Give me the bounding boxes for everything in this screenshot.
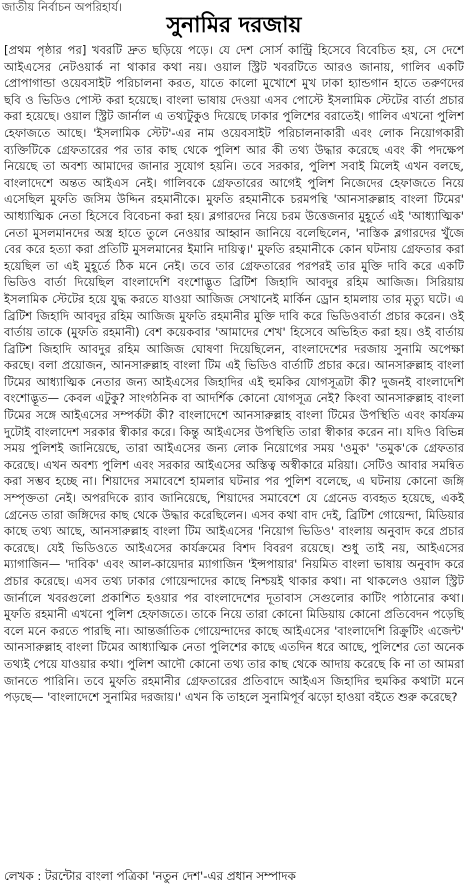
author-note: লেখক : টরন্টোর বাংলা পত্রিকা 'নতুন দেশ'-এর প্রধান সম্পাদক: [4, 869, 296, 883]
previous-article-fragment: জাতীয় নির্বাচন অপরিহার্য।: [2, 0, 123, 14]
article-title: সুনামির দরজায়: [166, 13, 302, 38]
article-body: [4, 42, 464, 706]
article-paragraph: [প্রথম পৃষ্ঠার পর] খবরটি দ্রুত ছড়িয়ে পড়ে। যে দেশ সোর্স কান্ট্রি হিসেবে বিবেচিত হয়, সে দেশে আইএসের নেটওয়ার্ক না থাকার কথা নয়। ওয়াল স্ট্রিট খবরটিতে আরও জানায়, গালিব একটি প্রোপাগান্ডা ওয়েবসাইট পরিচালনা করত, যাতে কালো মুখোশে মুখ ঢাকা হ্যান্ডগান হাতে তরুণদের ছবি ও ভিডিও পোস্ট করা হয়েছে। বাংলা ভাষায় দেওয়া এসব পোস্টে ইসলামিক স্টেটের বার্তা প্রচার করা হয়েছে। ওয়াল স্ট্রিট জার্নাল এ তথ্যটুকুও দিয়েছে ঢাকার পুলিশের বরাতেই। গালিব এখনো পুলিশ হেফাজতে আছে। 'ইসলামিক স্টেট'-এর নাম ওয়েবসাইট পরিচালনাকারী এবং লোক নিয়োগকারী ব্যক্তিটিকে গ্রেফতারের পর তার কাছ থেকে পুলিশ আর কী তথ্য উদ্ধার করেছে এবং কী পদক্ষেপ নিয়েছে তা অবশ্য আমাদের জানার সুযোগ হয়নি। তবে সরকার, পুলিশ সবাই মিলেই এখন বলছে, বাংলাদেশে অন্তত আইএস নেই। গালিবকে গ্রেফতারের আগেই পুলিশ নিজেদের হেফাজতে নিয়ে এসেছিল মুফতি জসিম উদ্দিন রহমানীকে। মুফতি রহমানীকে চরমপন্থি 'আনসারুল্লাহ বাংলা টিমের' আধ্যাত্মিক নেতা হিসেবে বিবেচনা করা হয়। ব্লগারদের নিয়ে চরম উত্তেজনার মুহূর্তে এই 'আধ্যাত্মিক' নেতা মুসলমানদের অস্ত্র হাতে তুলে নেওয়ার আহ্বান জানিয়ে বলেছিলেন, 'নাস্তিক ব্লগারদের খুঁজে বের করে হত্যা করা প্রতিটি মুসলমানের ইমানি দায়িত্ব।' মুফতি রহমানীকে কোন ঘটনায় গ্রেফতার করা হয়েছিল তা এই মুহূর্তে ঠিক মনে নেই। তবে তার গ্রেফতারের পরপরই তার মুক্তি দাবি করে একটি ভিডিও বার্তা দিয়েছিল বাংলাদেশি বংশোদ্ভূত ব্রিটিশ জিহাদি আবদুর রহিম আজিজ। সিরিয়ায় ইসলামিক স্টেটের হয়ে যুদ্ধ করতে যাওয়া আজিজ সেখানেই মার্কিন ড্রোন হামলায় তার মৃত্যু ঘটে। এ ব্রিটিশ জিহাদি আবদুর রহিম আজিজ মুফতি রহমানীর মুক্তি দাবি করে ভিডিওবার্তা প্রচার করেন। ওই বার্তায় তাকে (মুফতি রহমানী) বেশ কয়েকবার 'আমাদের শেখ' হিসেবে অভিহিত করা হয়। ওই বার্তায় ব্রিটিশ জিহাদি আবদুর রহিম আজিজ ঘোষণা দিয়েছিলেন, বাংলাদেশের দরজায় সুনামি অপেক্ষা করছে। বলা প্রয়োজন, আনসারুল্লাহ বাংলা টিম এই ভিডিও বার্তাটি প্রচার করে। আনসারুল্লাহ বাংলা টিমের আধ্যাত্মিক নেতার জন্য আইএসের জিহাদির এই হুমকির যোগসূত্রটা কী? দুজনই বাংলাদেশি বংশোদ্ভূত— কেবল এটুকু? সাংগঠনিক বা আদর্শিক কোনো যোগসূত্র নেই? কিংবা আনসারুল্লাহ বাংলা টিমের সঙ্গে আইএসের সম্পর্কটা কী? বাংলাদেশে আনসারুল্লাহ বাংলা টিমের উপস্থিতি এবং কার্যক্রম দুটোই বাংলাদেশ সরকার স্বীকার করে। কিন্তু আইএসের উপস্থিতি তারা স্বীকার করেন না। যদিও বিভিন্ন সময় পুলিশই জানিয়েছে, তারা আইএসের জন্য লোক নিয়োগের সময় 'ওমুক' 'তমুক'কে গ্রেফতার করেছে। এখন অবশ্য পুলিশ এবং সরকার আইএসের অস্তিত্ব অস্বীকারে মরিয়া। সেটিও আবার সমন্বিত করা সম্ভব হচ্ছে না। শিয়াদের সমাবেশে হামলার ঘটনার পর পুলিশ বলেছে, এ ঘটনায় কোনো জঙ্গি সম্পৃক্ততা নেই। অপরদিকে র‍্যাব জানিয়েছে, শিয়াদের সমাবেশে যে গ্রেনেড ব্যবহৃত হয়েছে, একই গ্রেনেড তারা জঙ্গিদের কাছ থেকে উদ্ধার করেছিলেন। এসব কথা বাদ দেই, ব্রিটিশ গোয়েন্দা, মিডিয়ার কাছে তথ্য আছে, আনসারুল্লাহ বাংলা টিম আইএসের 'নিয়োগ ভিডিও' বাংলায় অনুবাদ করে প্রচার করেছে। যেই ভিডিওতে আইএসের কার্যক্রমের বিশদ বিবরণ রয়েছে। শুধু তাই নয়, আইএসের ম্যাগাজিন— 'দাবিক' এবং আল-কায়েদার ম্যাগাজিন 'ইন্সপায়ার' নিয়মিত বাংলা ভাষায় অনুবাদ করে প্রচার করেছে। এসব তথ্য ঢাকার গোয়েন্দাদের কাছে নিশ্চয়ই থাকার কথা। না থাকলেও ওয়াল স্ট্রিট জার্নালে খবরগুলো প্রকাশিত হওয়ার পর বাংলাদেশের দূতাবাস সেগুলোর কাটিং পাঠানোর কথা। মুফতি রহমানী এখনো পুলিশ হেফাজতে। তাকে নিয়ে তারা কোনো মিডিয়ায় কোনো প্রতিবেদন পড়েছি বলে মনে করতে পারছি না। আন্তর্জাতিক গোয়েন্দাদের কাছে আইএসের 'বাংলাদেশি রিক্রুটিং এজেন্ট' আনসারুল্লাহ বাংলা টিমের আধ্যাত্মিক নেতা পুলিশের কাছে এতদিন ধরে আছে, পুলিশের তো অনেক তথ্যই পেয়ে যাওয়ার কথা। পুলিশ আদৌ কোনো তথ্য তার কাছ থেকে আদায় করেছে কি না তা আমরা জানতে পারিনি। তবে মুফতি রহমানীর গ্রেফতারের প্রতিবাদে আইএস জিহাদির হুমকির কথাটা মনে পড়ছে— 'বাংলাদেশে সুনামির দরজায়।' এখন কি তাহলে সুনামিপূর্ব ঝড়ো হাওয়া বইতে শুরু করেছে?: [4, 43, 465, 705]
